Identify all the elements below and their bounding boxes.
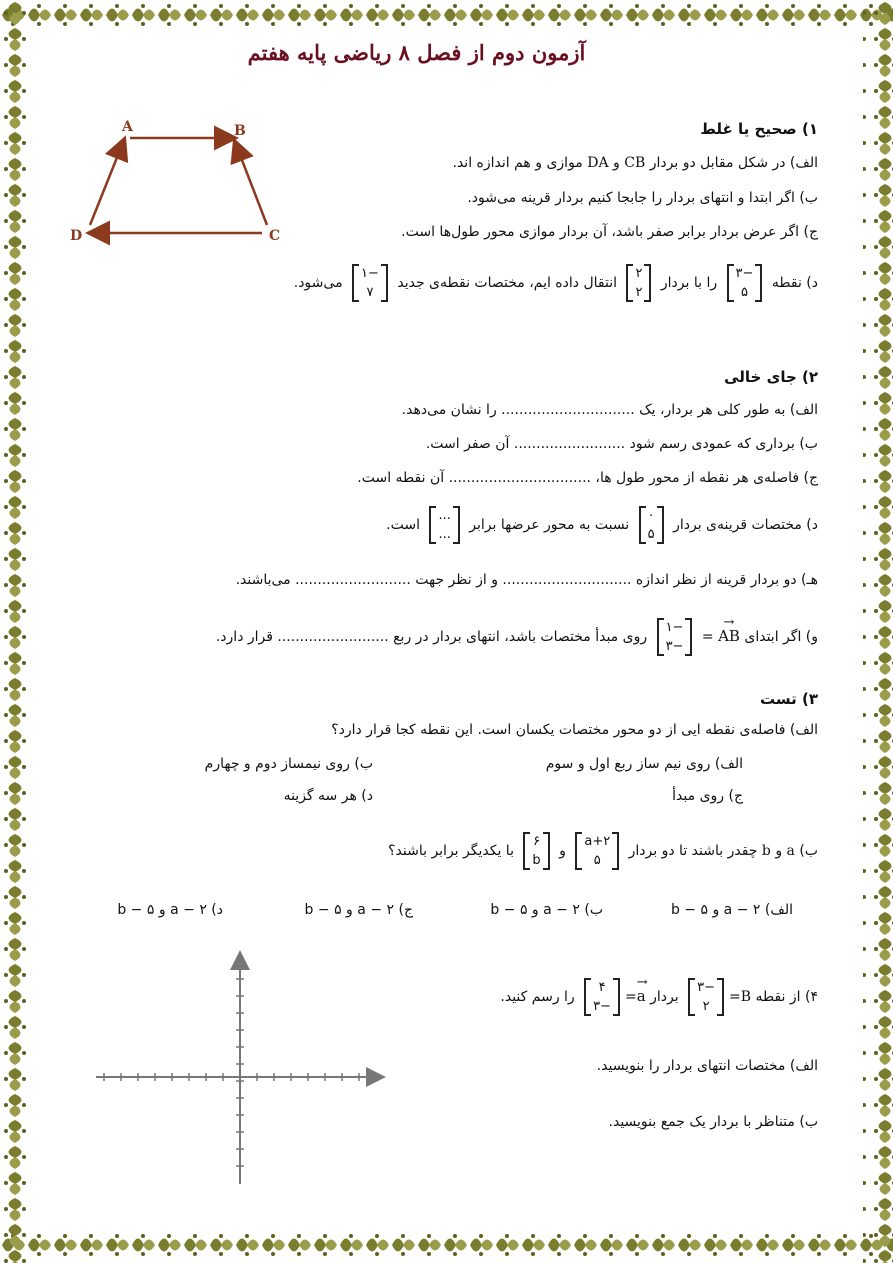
matrix-new-point: ۱− ۷ [352,264,388,302]
s1-item-b: ب) اگر ابتدا و انتهای بردار را جابجا کنیم بردار قرینه می‌شود. [467,190,818,206]
s3-question-1: الف) فاصله‌ی نقطه ایی از دو محور مختصات یکسان است. این نقطه کجا قرار دارد؟ [331,722,818,738]
matrix-vector: ۲ ۲ [626,264,651,302]
label-B: B [234,123,246,139]
s2-item-b: ب) برداری که عمودی رسم شود ......................... آن صفر است. [425,436,818,452]
s3-question-2: ب) a و b چقدر باشند تا دو بردار a+۲ ۵ و ۶ b با یکدیگر برابر باشند؟ [388,834,818,868]
label-D: D [70,228,83,244]
matrix-point-B: ۳− ۲ [688,978,724,1016]
q2-option-c[interactable]: ج) ۲ − a و ۵ − b [304,902,413,918]
q2-option-a[interactable]: الف) ۲ − a و ۵ − b [670,902,793,918]
q1-option-c[interactable]: ج) روی مبدأ [672,788,743,804]
q1-option-a[interactable]: الف) روی نیم ساز ربع اول و سوم [545,756,743,772]
q2-option-b[interactable]: ب) ۲ − a و ۵ − b [490,902,603,918]
s2-item-c: ج) فاصله‌ی هر نقطه از محور طول ها، ................................ آن نقطه است. [357,470,818,486]
s2-item-d: د) مختصات قرینه‌ی بردار ۰ ۵ نسبت به محور عرضها برابر ... ... است. [386,508,818,542]
matrix-vector-a: ۴ ۳− [584,978,620,1016]
q1-option-d[interactable]: د) هر سه گزینه [283,788,373,804]
vector-a-symbol: → a [637,987,646,1005]
section3-heading: ۳) تست [759,690,818,708]
s4-intro: ۴) از نقطه B= ۳− ۲ بردار → a= ۴ ۳− را رسم کنید. [500,978,818,1016]
label-A: A [122,119,133,135]
matrix-2: ۶ b [523,832,549,870]
coordinate-axes [92,948,392,1188]
s1-item-d: د) نقطه ۳− ۵ را با بردار ۲ ۲ انتقال داده ایم، مختصات نقطه‌ی جدید ۱− ۷ می‌شود. [293,266,818,300]
matrix-point: ۳− ۵ [727,264,763,302]
q1-option-b[interactable]: ب) روی نیمساز دوم و چهارم [204,756,373,772]
s2-item-a: الف) به طور کلی هر بردار، یک .............................. را نشان می‌دهد. [401,402,818,418]
label-C: C [269,228,281,244]
matrix-1: a+۲ ۵ [575,832,619,870]
matrix-blank: ... ... [429,506,459,544]
s1-item-c: ج) اگر عرض بردار برابر صفر باشد، آن بردار موازی محور طول‌ها است. [401,224,818,240]
s1-item-a: الف) در شکل مقابل دو بردار CB و DA موازی و هم اندازه اند. [452,155,818,171]
vector-CB [235,142,267,225]
s2-item-f: و) اگر ابتدای → AB = ۱− ۳− روی مبدأ مختصات باشد، انتهای بردار در ربع ......................... قرار دارد. [216,618,818,656]
s4-item-b: ب) متناظر با بردار یک جمع بنویسید. [608,1114,818,1130]
vector-DA [90,140,124,225]
section2-heading: ۲) جای خالی [724,368,818,386]
q2-option-d[interactable]: د) ۲ − a و ۵ − b [117,902,223,918]
page-title: آزمون دوم از فصل ۸ ریاضی پایه هفتم [247,40,586,65]
s4-item-a: الف) مختصات انتهای بردار را بنویسید. [596,1058,818,1074]
section1-heading: ۱) صحیح یا غلط [700,120,818,138]
trapezoid-figure [62,115,302,255]
matrix-AB: ۱− ۳− [657,618,693,656]
matrix-vector: ۰ ۵ [639,506,664,544]
vector-AB-symbol: → AB [718,627,740,645]
s2-item-e: هـ) دو بردار قرینه از نظر اندازه ............................. و از نظر جهت .......................... می‌باشند. [235,572,818,588]
